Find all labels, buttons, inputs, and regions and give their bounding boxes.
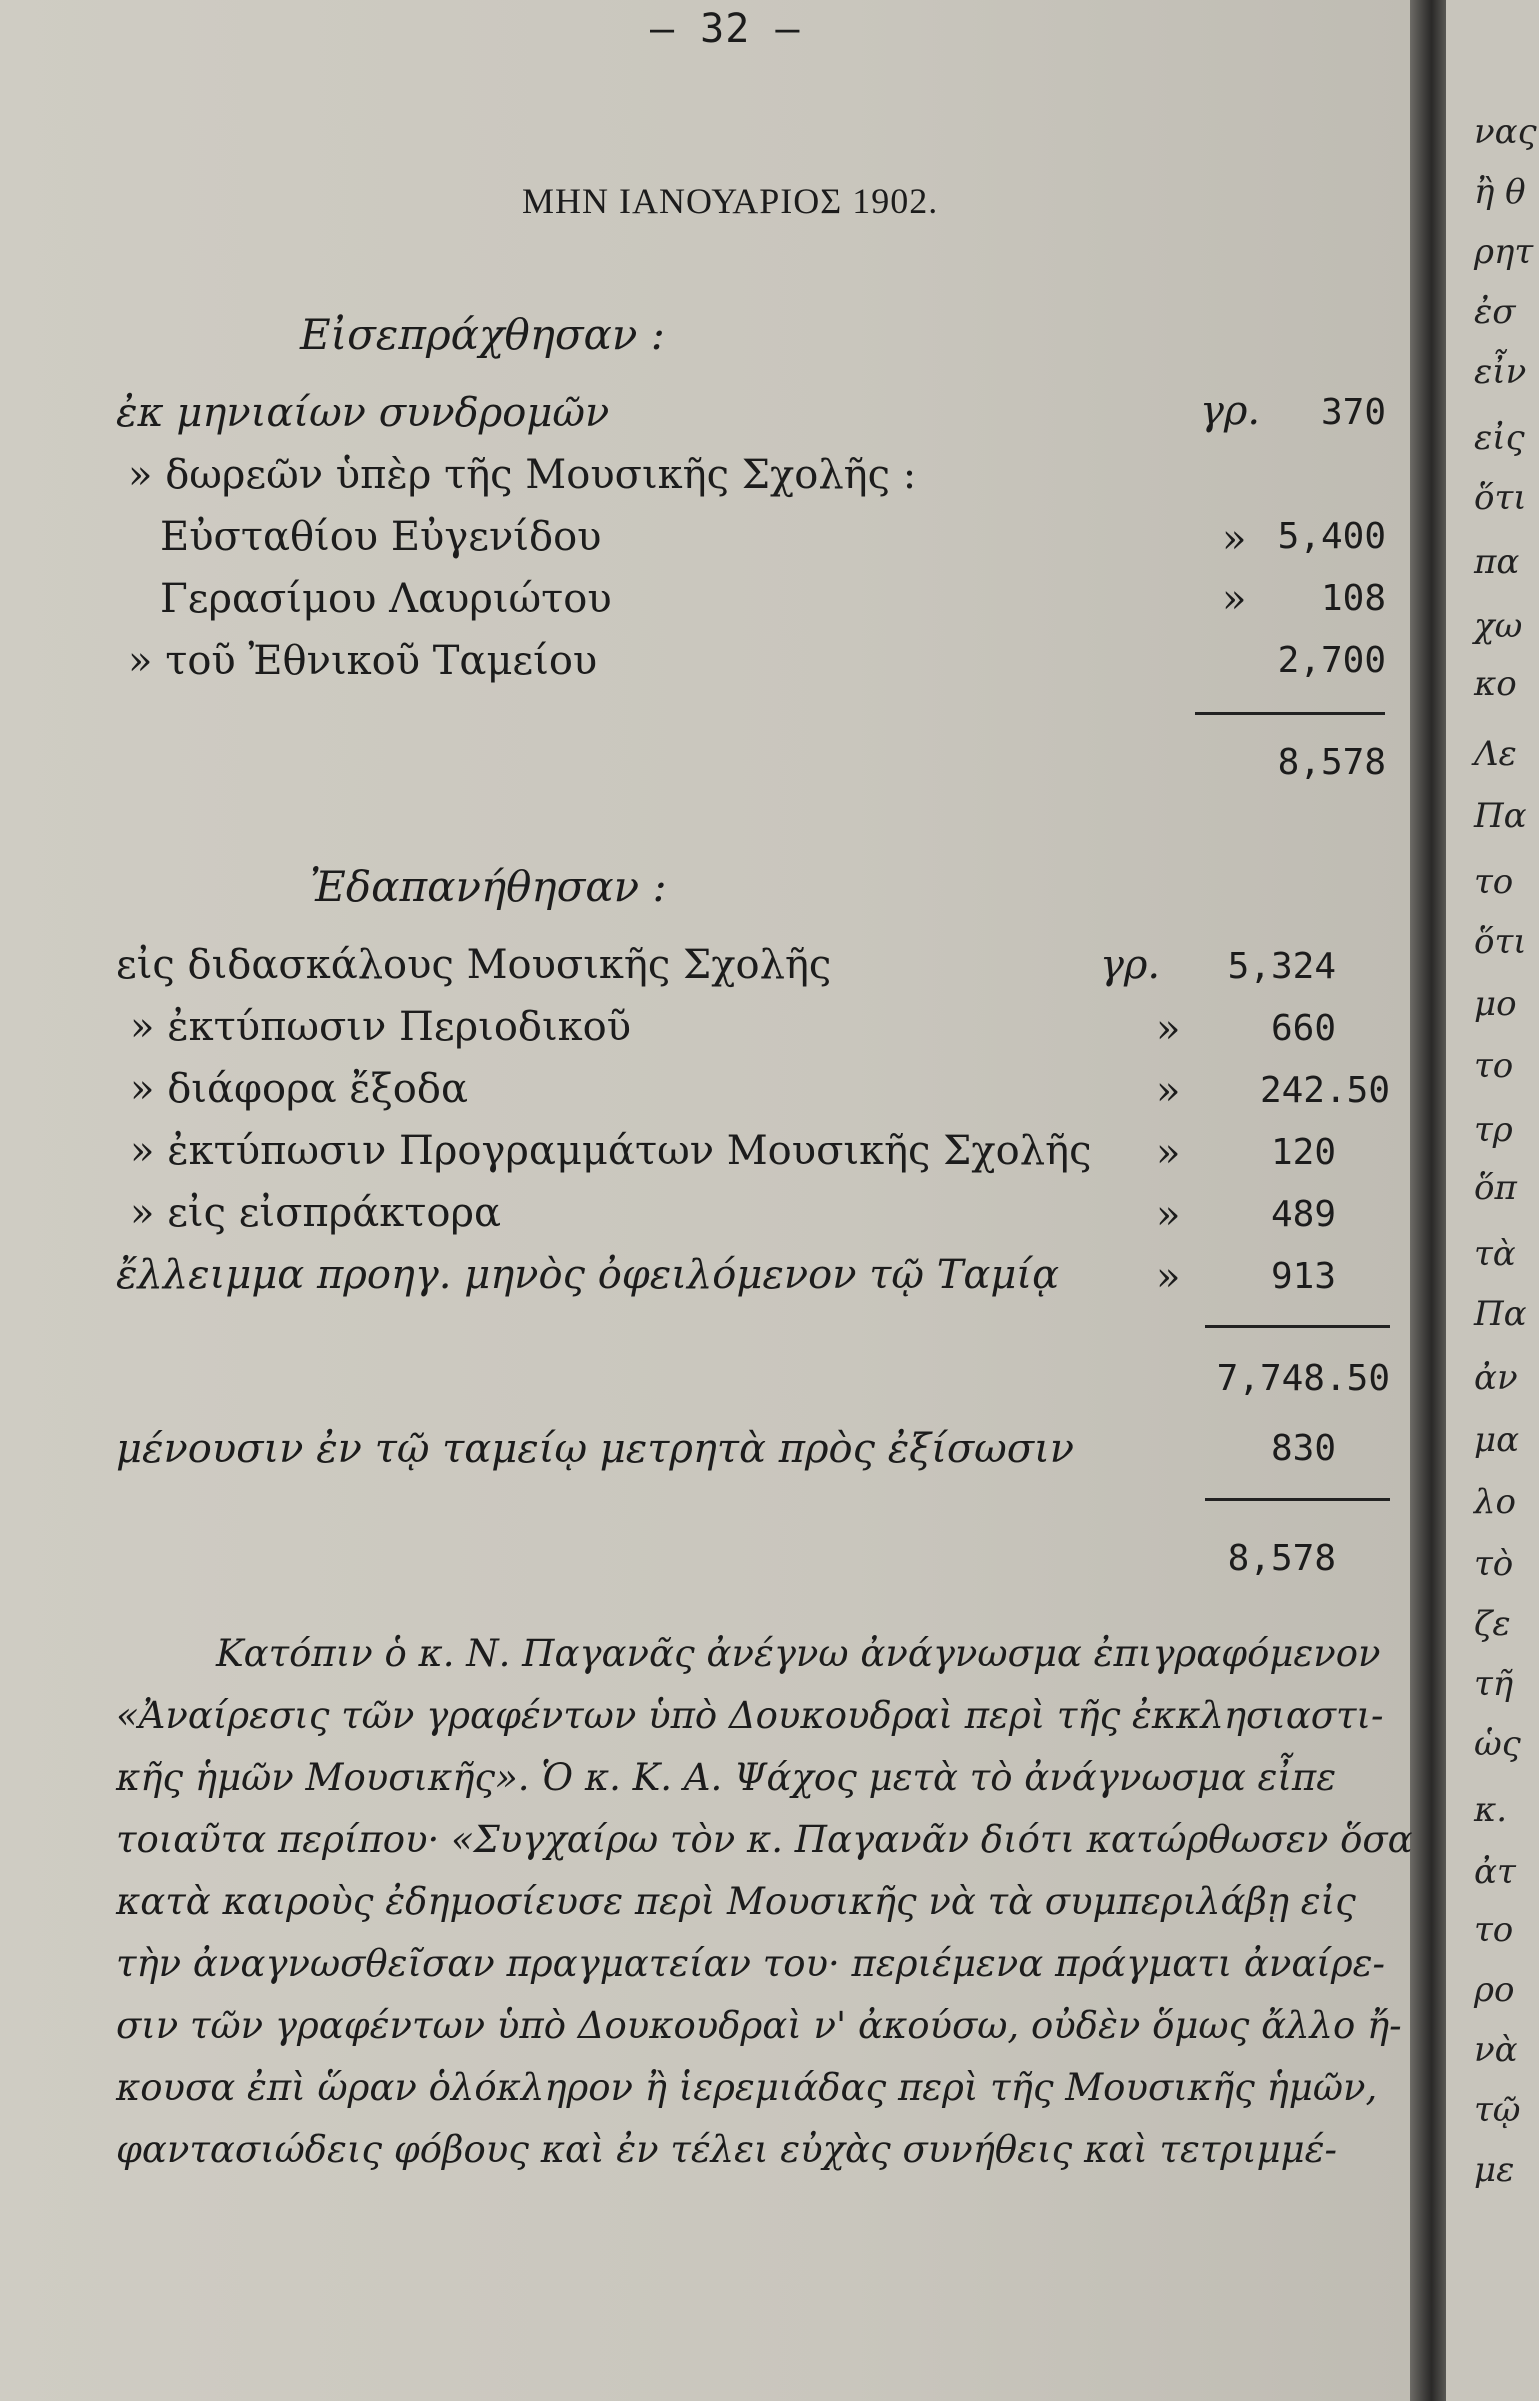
expense-label: » ἐκτύπωσιν Προγραμμάτων Μουσικῆς Σχολῆς — [130, 1128, 1092, 1174]
adjacent-fragment: ὅπ — [1474, 1168, 1517, 1208]
adjacent-fragment: μα — [1474, 1420, 1520, 1460]
expense-amount: 5,324 — [1227, 946, 1336, 987]
adjacent-fragment: το — [1474, 1046, 1514, 1086]
adjacent-fragment: εἶν — [1474, 352, 1527, 392]
adjacent-fragment: χω — [1474, 606, 1523, 646]
adjacent-fragment: Πα — [1474, 796, 1527, 836]
adjacent-fragment: εἰς — [1474, 418, 1525, 458]
receipt-marker: γρ. — [1200, 388, 1261, 434]
sum-rule — [1195, 712, 1385, 715]
page-heading: ΜΗΝ ΙΑΝΟΥΑΡΙΟΣ 1902. — [522, 181, 939, 221]
adjacent-fragment: το — [1474, 862, 1514, 902]
adjacent-fragment: ὅτι — [1474, 922, 1527, 962]
adjacent-fragment: ρο — [1474, 1970, 1515, 2010]
adjacent-fragment: ζε — [1474, 1604, 1511, 1644]
receipt-label: » τοῦ Ἐθνικοῦ Ταμείου — [128, 638, 598, 684]
receipt-amount: 5,400 — [1277, 516, 1386, 557]
paragraph-line: κατὰ καιροὺς ἐδημοσίευσε περὶ Μουσικῆς νὰ τὰ συμπεριλάβῃ εἰς — [116, 1880, 1356, 1923]
adjacent-fragment: με — [1474, 2150, 1515, 2190]
page-number: — 32 — — [650, 6, 801, 52]
paragraph-line: κῆς ἡμῶν Μουσικῆς». Ὁ κ. Κ. Α. Ψάχος μετὰ τὸ ἀνάγνωσμα εἶπε — [116, 1756, 1337, 1799]
expense-label: » εἰς εἰσπράκτορα — [130, 1190, 501, 1236]
adjacent-fragment: κ. — [1474, 1790, 1508, 1830]
expense-marker: » — [1156, 1006, 1181, 1052]
sum-rule — [1205, 1325, 1390, 1328]
expense-label: εἰς διδασκάλους Μουσικῆς Σχολῆς — [116, 942, 832, 988]
adjacent-fragment: Λε — [1474, 734, 1517, 774]
adjacent-fragment: Πα — [1474, 1294, 1527, 1334]
expense-marker: » — [1156, 1130, 1181, 1176]
paragraph-line: φαντασιώδεις φόβους καὶ ἐν τέλει εὐχὰς συνήθεις καὶ τετριμμέ- — [116, 2128, 1338, 2171]
adjacent-fragment: λο — [1474, 1482, 1517, 1522]
expenses-subtotal: 7,748.50 — [1216, 1358, 1390, 1399]
adjacent-fragment: κο — [1474, 664, 1517, 704]
adjacent-fragment: τῷ — [1474, 2090, 1521, 2130]
paragraph-line: Κατόπιν ὁ κ. Ν. Παγανᾶς ἀνέγνω ἀνάγνωσμα ἐπιγραφόμενον — [216, 1632, 1381, 1675]
expense-amount: 242.50 — [1259, 1070, 1390, 1111]
adjacent-fragment: ὡς — [1474, 1724, 1521, 1764]
adjacent-fragment: ἀτ — [1474, 1852, 1516, 1892]
expenses-title: Ἐδαπανήθησαν : — [310, 862, 667, 911]
receipt-marker: » — [1222, 516, 1247, 562]
receipt-label: Γερασίμου Λαυριώτου — [160, 576, 612, 622]
adjacent-fragment: ὅτι — [1474, 478, 1527, 518]
adjacent-fragment: μο — [1474, 984, 1517, 1024]
adjacent-fragment: τὰ — [1474, 1234, 1516, 1274]
expense-marker: γρ. — [1100, 942, 1161, 988]
expense-amount: 913 — [1270, 1256, 1336, 1297]
expense-label: ἔλλειμμα προηγ. μηνὸς ὀφειλόμενον τῷ Ταμίᾳ — [116, 1252, 1060, 1298]
adjacent-fragment: τὸ — [1474, 1544, 1514, 1584]
expense-label: » ἐκτύπωσιν Περιοδικοῦ — [130, 1004, 632, 1050]
balance-amount: 830 — [1270, 1428, 1336, 1469]
adjacent-fragment: νας — [1474, 112, 1537, 152]
receipt-marker: » — [1222, 576, 1247, 622]
expense-marker: » — [1156, 1192, 1181, 1238]
receipt-label: Εὐσταθίου Εὐγενίδου — [160, 514, 602, 560]
balance-label: μένουσιν ἐν τῷ ταμείῳ μετρητὰ πρὸς ἐξίσωσιν — [116, 1426, 1075, 1472]
receipts-title: Εἰσεπράχθησαν : — [300, 310, 665, 359]
expense-label: » διάφορα ἔξοδα — [130, 1066, 468, 1112]
receipt-amount: 2,700 — [1277, 640, 1386, 681]
adjacent-fragment: πα — [1474, 542, 1520, 582]
expense-amount: 489 — [1270, 1194, 1336, 1235]
expense-marker: » — [1156, 1068, 1181, 1114]
expense-amount: 660 — [1270, 1008, 1336, 1049]
sum-rule — [1205, 1498, 1390, 1501]
receipt-amount: 370 — [1320, 392, 1386, 433]
paragraph-line: κουσα ἐπὶ ὥραν ὁλόκληρον ἢ ἱερεμιάδας περὶ τῆς Μουσικῆς ἡμῶν, — [116, 2066, 1378, 2109]
adjacent-fragment: ρητ — [1474, 232, 1534, 272]
adjacent-fragment: τρ — [1474, 1110, 1513, 1150]
adjacent-fragment: το — [1474, 1910, 1514, 1950]
receipt-amount: 108 — [1320, 578, 1386, 619]
receipt-label: ἐκ μηνιαίων συνδρομῶν — [116, 390, 610, 436]
receipts-total: 8,578 — [1277, 742, 1386, 783]
adjacent-fragment: ἐσ — [1474, 292, 1516, 332]
adjacent-fragment: τῆ — [1474, 1664, 1514, 1704]
adjacent-fragment: ἀν — [1474, 1358, 1518, 1398]
adjacent-fragment: νὰ — [1474, 2030, 1518, 2070]
book-gutter — [1410, 0, 1446, 2401]
paragraph-line: σιν τῶν γραφέντων ὑπὸ Δουκουδραὶ ν' ἀκούσω, οὐδὲν ὅμως ἄλλο ἤ- — [116, 2004, 1402, 2047]
expense-amount: 120 — [1270, 1132, 1336, 1173]
expense-marker: » — [1156, 1254, 1181, 1300]
paragraph-line: «Ἀναίρεσις τῶν γραφέντων ὑπὸ Δουκουδραὶ περὶ τῆς ἐκκλησιαστι- — [116, 1694, 1384, 1737]
paragraph-line: τὴν ἀναγνωσθεῖσαν πραγματείαν του· περιέμενα πράγματι ἀναίρε- — [116, 1942, 1386, 1985]
expenses-total: 8,578 — [1227, 1538, 1336, 1579]
paragraph-line: τοιαῦτα περίπου· «Συγχαίρω τὸν κ. Παγανᾶν διότι κατώρθωσεν ὅσα — [116, 1818, 1413, 1861]
adjacent-fragment: ἢ θ — [1474, 172, 1526, 212]
receipt-label: » δωρεῶν ὑπὲρ τῆς Μουσικῆς Σχολῆς : — [128, 452, 917, 498]
